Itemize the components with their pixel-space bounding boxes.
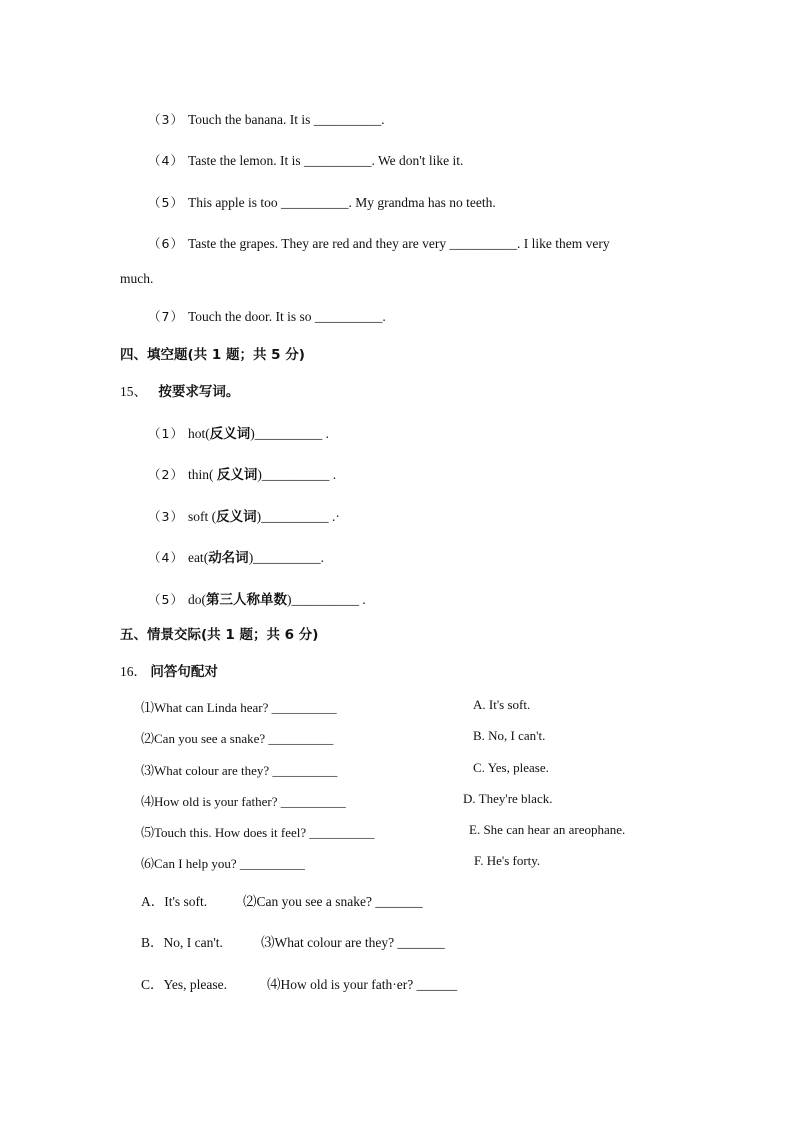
section-5-heading: 五、情景交际(共 1 题；共 6 分): [120, 627, 319, 643]
item-word: do(: [187, 592, 206, 607]
answer-question: ⑷How old is your fath·er? ______: [267, 977, 458, 992]
answer-question: ⑶What colour are they? _______: [261, 935, 445, 950]
match-question-1: ⑴What can Linda hear? __________: [141, 700, 337, 715]
answer-option: C．Yes, please.: [141, 977, 228, 992]
item-blank: )__________ .: [286, 592, 366, 607]
fill-item-2: [148, 463, 336, 483]
fill-item-3: [148, 505, 340, 525]
item-blank: )__________ .: [250, 426, 329, 441]
answer-line-c: [141, 973, 457, 993]
item-hint: 动名词: [208, 550, 249, 566]
item-number: （7）: [148, 309, 184, 324]
item-6-continuation: [120, 271, 153, 287]
item-number: （3）: [148, 509, 184, 524]
item-blank: )__________.: [248, 550, 325, 565]
question-text: 按要求写词。: [158, 384, 240, 400]
match-option-f: F. He's forty.: [474, 853, 541, 868]
match-question-4: ⑷How old is your father? __________: [141, 794, 346, 809]
match-question-3: ⑶What colour are they? __________: [141, 763, 338, 778]
match-option-c: C. Yes, please.: [473, 760, 549, 775]
question-15-title: [120, 380, 239, 400]
item-word: eat(: [187, 550, 209, 565]
item-number: （5）: [148, 592, 184, 607]
match-option-b: B. No, I can't.: [473, 728, 546, 743]
item-number: （4）: [148, 153, 184, 168]
item-4: [148, 151, 463, 169]
item-number: （6）: [148, 236, 184, 251]
match-option-a: A. It's soft.: [473, 697, 531, 712]
item-7: [148, 307, 386, 325]
answer-option: A．It's soft.: [141, 894, 208, 909]
item-6: [148, 234, 610, 252]
answer-line-b: [141, 931, 445, 951]
item-blank: )__________ .·: [256, 509, 340, 524]
match-question-2: ⑵Can you see a snake? __________: [141, 731, 334, 746]
question-text: 问答句配对: [150, 664, 218, 680]
item-number: （1）: [148, 426, 184, 441]
item-word: soft (: [187, 509, 217, 524]
item-hint: 反义词: [209, 426, 251, 442]
fill-item-5: [148, 588, 366, 608]
item-3: [148, 110, 385, 128]
answer-line-a: [141, 890, 423, 910]
item-hint: 反义词: [216, 467, 258, 483]
fill-item-1: [148, 422, 329, 442]
item-number: （2）: [148, 467, 184, 482]
match-question-6: ⑹Can I help you? __________: [141, 856, 305, 871]
item-word: hot(: [187, 426, 210, 441]
match-option-d: D. They're black.: [463, 791, 553, 806]
item-number: （5）: [148, 195, 184, 210]
fill-item-4: [148, 546, 324, 566]
item-text: This apple is too __________. My grandma has no teeth.: [187, 195, 496, 210]
item-hint: 第三人称单数: [205, 592, 287, 608]
item-text: Taste the lemon. It is __________. We don't like it.: [187, 153, 464, 168]
item-text: Touch the door. It is so __________.: [187, 309, 386, 324]
item-blank: )__________ .: [257, 467, 337, 482]
item-text: Touch the banana. It is __________.: [187, 112, 385, 127]
item-number: （3）: [148, 112, 184, 127]
match-option-e: E. She can hear an areophane.: [469, 822, 626, 837]
item-5: [148, 193, 496, 211]
section-4-heading: 四、填空题(共 1 题；共 5 分): [120, 347, 305, 363]
answer-question: ⑵Can you see a snake? _______: [243, 894, 423, 909]
question-number: 16．: [120, 664, 147, 679]
item-number: （4）: [148, 550, 184, 565]
question-number: 15、: [120, 384, 147, 399]
answer-option: B．No, I can't.: [141, 935, 223, 950]
match-question-5: ⑸Touch this. How does it feel? __________: [141, 825, 375, 840]
item-word: thin(: [187, 467, 217, 482]
question-16-title: [120, 660, 218, 680]
item-text: Taste the grapes. They are red and they are very __________. I like them very: [187, 236, 610, 251]
item-text: much.: [120, 271, 154, 286]
item-hint: 反义词: [216, 509, 257, 525]
